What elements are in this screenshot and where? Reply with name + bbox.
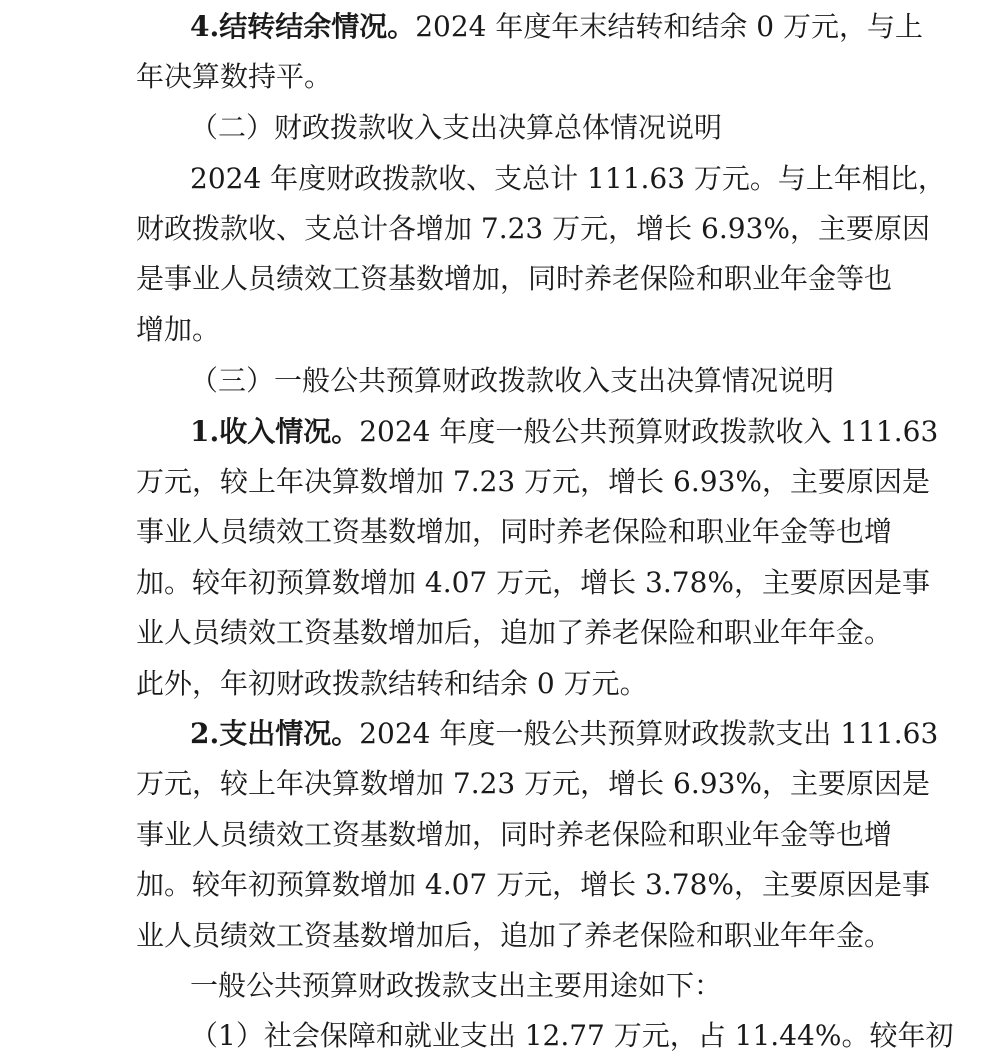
text-line: 2024 年度一般公共预算财政拨款收入 111.63 xyxy=(359,415,939,448)
text-line: 是事业人员绩效工资基数增加，同时养老保险和职业年金等也 xyxy=(136,262,893,295)
text-line: 业人员绩效工资基数增加后，追加了养老保险和职业年年金。 xyxy=(136,616,893,649)
text-line: 事业人员绩效工资基数增加，同时养老保险和职业年金等也增 xyxy=(136,818,893,851)
text-line: 2024 年度一般公共预算财政拨款支出 111.63 xyxy=(359,717,939,750)
text-line: 财政拨款收、支总计各增加 7.23 万元，增长 6.93%，主要原因 xyxy=(136,212,930,245)
text-line: 增加。 xyxy=(136,313,221,346)
text-line: 2024 年度财政拨款收、支总计 111.63 万元。与上年相比， xyxy=(190,162,946,195)
text-line: 万元，较上年决算数增加 7.23 万元，增长 6.93%，主要原因是 xyxy=(136,767,930,800)
text-line: 加。较年初预算数增加 4.07 万元，增长 3.78%，主要原因是事 xyxy=(136,868,930,901)
income-heading: 1.收入情况。 xyxy=(190,415,360,448)
text-line: （1）社会保障和就业支出 12.77 万元，占 11.44%。较年初 xyxy=(190,1019,954,1052)
section-4-heading: 4.结转结余情况。 xyxy=(190,10,416,43)
text-line: 此外，年初财政拨款结转和结余 0 万元。 xyxy=(136,667,648,700)
text-line: 业人员绩效工资基数增加后，追加了养老保险和职业年年金。 xyxy=(136,919,893,952)
section-heading-two: （二）财政拨款收入支出决算总体情况说明 xyxy=(190,111,723,144)
text-line: 年决算数持平。 xyxy=(136,60,333,93)
text-line: 万元，较上年决算数增加 7.23 万元，增长 6.93%，主要原因是 xyxy=(136,465,930,498)
text-line: 2024 年度年末结转和结余 0 万元，与上 xyxy=(415,10,924,43)
text-line: 加。较年初预算数增加 4.07 万元，增长 3.78%，主要原因是事 xyxy=(136,566,930,599)
paragraph-expense-head xyxy=(190,709,939,759)
text-line: 一般公共预算财政拨款支出主要用途如下： xyxy=(190,969,723,1002)
expense-heading: 2.支出情况。 xyxy=(190,717,360,750)
section-heading-three: （三）一般公共预算财政拨款收入支出决算情况说明 xyxy=(190,364,835,397)
paragraph-carryover-head xyxy=(190,2,924,52)
paragraph-income-head xyxy=(190,407,939,457)
text-line: 事业人员绩效工资基数增加，同时养老保险和职业年金等也增 xyxy=(136,515,893,548)
